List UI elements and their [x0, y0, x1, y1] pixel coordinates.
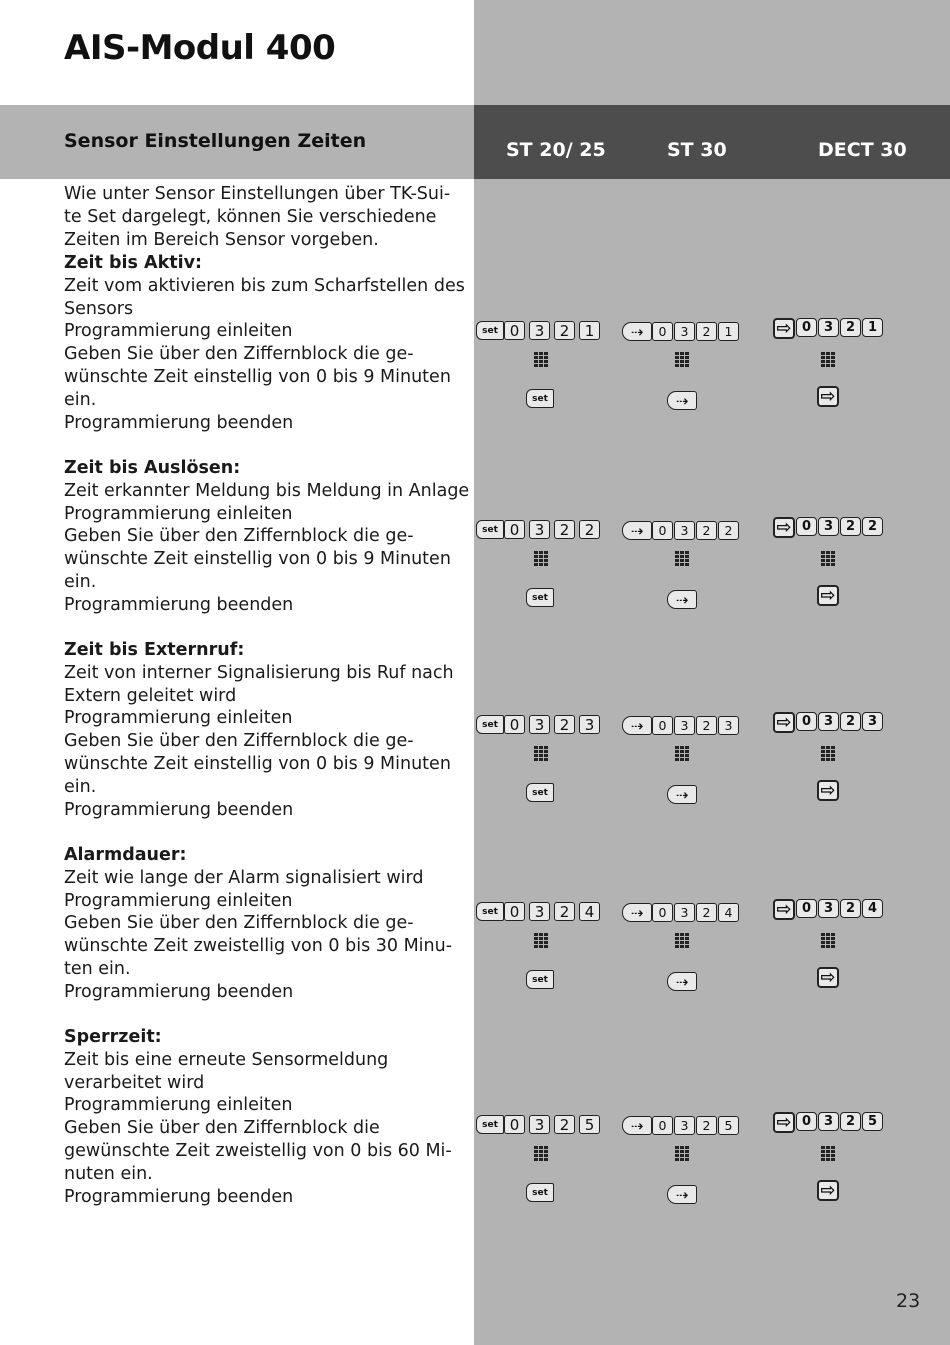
step-end-label: Programmierung beenden	[64, 799, 294, 820]
intro-line: Wie unter Sensor Einstellungen über TK-Sui-	[64, 184, 451, 204]
arrow-key-icon: ⇢	[622, 903, 652, 922]
step-start-label: Programmierung einleiten	[64, 708, 293, 729]
digit-key: 2	[696, 716, 717, 735]
keypad-icon	[534, 1144, 548, 1162]
digit-key: 0	[796, 517, 817, 536]
keypad-icon	[821, 931, 835, 949]
setting-block	[64, 252, 476, 434]
set-key-icon: set	[526, 588, 554, 607]
step-input-label: Geben Sie über den Ziffernblock die ge-	[64, 731, 414, 752]
dect-menu-key-icon: ⇨	[773, 318, 795, 339]
setting-description: Zeit wie lange der Alarm signalisiert wird	[64, 867, 424, 888]
keypad-icon	[821, 350, 835, 368]
step-input-label: ein.	[64, 571, 97, 592]
digit-key: 2	[554, 715, 575, 734]
keypad-icon	[675, 350, 689, 368]
device-label-dect30: DECT 30	[818, 139, 907, 161]
arrow-key-icon: ⇢	[622, 716, 652, 735]
intro-paragraph	[64, 183, 474, 251]
keypad-icon	[821, 1144, 835, 1162]
arrow-key-icon: ⇢	[667, 785, 697, 804]
keypad-icon	[675, 549, 689, 567]
arrow-key-icon: ⇢	[622, 521, 652, 540]
digit-key: 2	[554, 902, 575, 921]
digit-key: 3	[529, 520, 550, 539]
digit-key: 0	[652, 716, 673, 735]
step-start-label: Programmierung einleiten	[64, 321, 293, 342]
digit-key: 0	[796, 899, 817, 918]
keypad-icon	[675, 931, 689, 949]
setting-description: Zeit vom aktivieren bis zum Scharfstellen des	[64, 275, 465, 296]
digit-key: 0	[504, 715, 525, 734]
dect-menu-key-icon: ⇨	[773, 899, 795, 920]
digit-key: 3	[674, 521, 695, 540]
digit-key: 2	[840, 712, 861, 731]
digit-key: 3	[818, 318, 839, 337]
set-key-icon: set	[476, 715, 504, 734]
digit-key: 3	[818, 899, 839, 918]
step-input-label: wünschte Zeit einstellig von 0 bis 9 Minuten	[64, 753, 451, 774]
set-key-icon: set	[526, 1183, 554, 1202]
setting-block	[64, 639, 476, 821]
step-end-label: Programmierung beenden	[64, 1186, 294, 1207]
set-key-icon: set	[476, 902, 504, 921]
page-title: AIS-Modul 400	[64, 28, 336, 68]
digit-key: 2	[696, 903, 717, 922]
step-input-label: nuten ein.	[64, 1163, 153, 1184]
digit-key: 0	[504, 321, 525, 340]
digit-key: 0	[796, 712, 817, 731]
dect-menu-key-icon: ⇨	[773, 517, 795, 538]
digit-key: 3	[529, 1115, 550, 1134]
set-key-icon: set	[526, 970, 554, 989]
step-start-label: Programmierung einleiten	[64, 503, 293, 524]
digit-key: 2	[579, 520, 600, 539]
dect-menu-key-icon: ⇨	[817, 780, 839, 801]
page-number: 23	[896, 1290, 921, 1312]
step-input-label: wünschte Zeit einstellig von 0 bis 9 Minuten	[64, 366, 451, 387]
step-input-label: wünschte Zeit einstellig von 0 bis 9 Minuten	[64, 549, 451, 570]
digit-key: 2	[696, 521, 717, 540]
digit-key: 5	[862, 1112, 883, 1131]
setting-description: Zeit erkannter Meldung bis Meldung in Anlage	[64, 480, 470, 501]
set-key-icon: set	[476, 321, 504, 340]
dect-menu-key-icon: ⇨	[773, 1112, 795, 1133]
setting-description: verarbeitet wird	[64, 1072, 205, 1093]
digit-key: 3	[718, 716, 739, 735]
intro-line: Zeiten im Bereich Sensor vorgeben.	[64, 229, 379, 250]
digit-key: 3	[674, 903, 695, 922]
digit-key: 4	[718, 903, 739, 922]
set-key-icon: set	[526, 389, 554, 408]
digit-key: 2	[696, 1116, 717, 1135]
keypad-icon	[821, 744, 835, 762]
dect-menu-key-icon: ⇨	[817, 967, 839, 988]
arrow-key-icon: ⇢	[667, 590, 697, 609]
set-key-icon: set	[476, 1115, 504, 1134]
keypad-icon	[675, 744, 689, 762]
setting-block	[64, 844, 476, 1004]
digit-key: 3	[674, 322, 695, 341]
step-input-label: wünschte Zeit zweistellig von 0 bis 30 Minu-	[64, 936, 453, 957]
digit-key: 3	[818, 1112, 839, 1131]
setting-heading: Sperrzeit:	[64, 1027, 162, 1047]
keypad-icon	[534, 350, 548, 368]
setting-heading: Zeit bis Auslösen:	[64, 458, 241, 478]
setting-heading: Zeit bis Externruf:	[64, 640, 245, 660]
digit-key: 4	[579, 902, 600, 921]
keypad-icon	[534, 931, 548, 949]
set-key-icon: set	[476, 520, 504, 539]
digit-key: 2	[840, 318, 861, 337]
digit-key: 0	[652, 521, 673, 540]
arrow-key-icon: ⇢	[667, 1185, 697, 1204]
setting-heading: Zeit bis Aktiv:	[64, 253, 203, 273]
digit-key: 0	[652, 1116, 673, 1135]
dect-menu-key-icon: ⇨	[817, 386, 839, 407]
device-label-st20-25: ST 20/ 25	[506, 139, 606, 161]
step-input-label: ein.	[64, 776, 97, 797]
setting-block	[64, 457, 476, 617]
set-key-icon: set	[526, 783, 554, 802]
step-end-label: Programmierung beenden	[64, 412, 294, 433]
arrow-key-icon: ⇢	[667, 972, 697, 991]
step-input-label: ein.	[64, 389, 97, 410]
setting-block	[64, 1026, 476, 1208]
digit-key: 2	[862, 517, 883, 536]
digit-key: 3	[579, 715, 600, 734]
digit-key: 3	[529, 715, 550, 734]
step-input-label: Geben Sie über den Ziffernblock die ge-	[64, 526, 414, 547]
digit-key: 3	[674, 1116, 695, 1135]
digit-key: 2	[840, 1112, 861, 1131]
digit-key: 3	[674, 716, 695, 735]
arrow-key-icon: ⇢	[622, 1116, 652, 1135]
digit-key: 0	[652, 903, 673, 922]
digit-key: 1	[579, 321, 600, 340]
digit-key: 2	[718, 521, 739, 540]
digit-key: 3	[529, 902, 550, 921]
digit-key: 3	[529, 321, 550, 340]
digit-key: 5	[579, 1115, 600, 1134]
step-end-label: Programmierung beenden	[64, 594, 294, 615]
setting-description: Sensors	[64, 298, 134, 319]
digit-key: 4	[862, 899, 883, 918]
digit-key: 0	[504, 902, 525, 921]
digit-key: 2	[840, 517, 861, 536]
dect-menu-key-icon: ⇨	[817, 1180, 839, 1201]
keypad-icon	[675, 1144, 689, 1162]
digit-key: 2	[554, 520, 575, 539]
arrow-key-icon: ⇢	[667, 391, 697, 410]
setting-description: Extern geleitet wird	[64, 685, 237, 706]
digit-key: 3	[862, 712, 883, 731]
digit-key: 1	[718, 322, 739, 341]
dect-menu-key-icon: ⇨	[773, 712, 795, 733]
keypad-icon	[821, 549, 835, 567]
digit-key: 0	[652, 322, 673, 341]
setting-heading: Alarmdauer:	[64, 845, 187, 865]
step-start-label: Programmierung einleiten	[64, 1095, 293, 1116]
setting-description: Zeit bis eine erneute Sensormeldung	[64, 1049, 389, 1070]
step-end-label: Programmierung beenden	[64, 981, 294, 1002]
digit-key: 2	[840, 899, 861, 918]
step-start-label: Programmierung einleiten	[64, 890, 293, 911]
dect-menu-key-icon: ⇨	[817, 585, 839, 606]
digit-key: 3	[818, 712, 839, 731]
setting-description: Zeit von interner Signalisierung bis Ruf nach	[64, 662, 454, 683]
digit-key: 2	[554, 1115, 575, 1134]
section-title: Sensor Einstellungen Zeiten	[64, 130, 367, 152]
intro-line: te Set dargelegt, können Sie verschiedene	[64, 206, 437, 227]
digit-key: 5	[718, 1116, 739, 1135]
digit-key: 2	[696, 322, 717, 341]
digit-key: 1	[862, 318, 883, 337]
step-input-label: gewünschte Zeit zweistellig von 0 bis 60 Mi-	[64, 1140, 452, 1161]
arrow-key-icon: ⇢	[622, 322, 652, 341]
keypad-icon	[534, 744, 548, 762]
digit-key: 3	[818, 517, 839, 536]
device-label-st30: ST 30	[667, 139, 727, 161]
digit-key: 0	[796, 1112, 817, 1131]
step-input-label: Geben Sie über den Ziffernblock die ge-	[64, 913, 414, 934]
digit-key: 0	[796, 318, 817, 337]
digit-key: 0	[504, 1115, 525, 1134]
digit-key: 2	[554, 321, 575, 340]
step-input-label: Geben Sie über den Ziffernblock die	[64, 1118, 380, 1139]
step-input-label: Geben Sie über den Ziffernblock die ge-	[64, 344, 414, 365]
step-input-label: ten ein.	[64, 958, 131, 979]
keypad-icon	[534, 549, 548, 567]
digit-key: 0	[504, 520, 525, 539]
